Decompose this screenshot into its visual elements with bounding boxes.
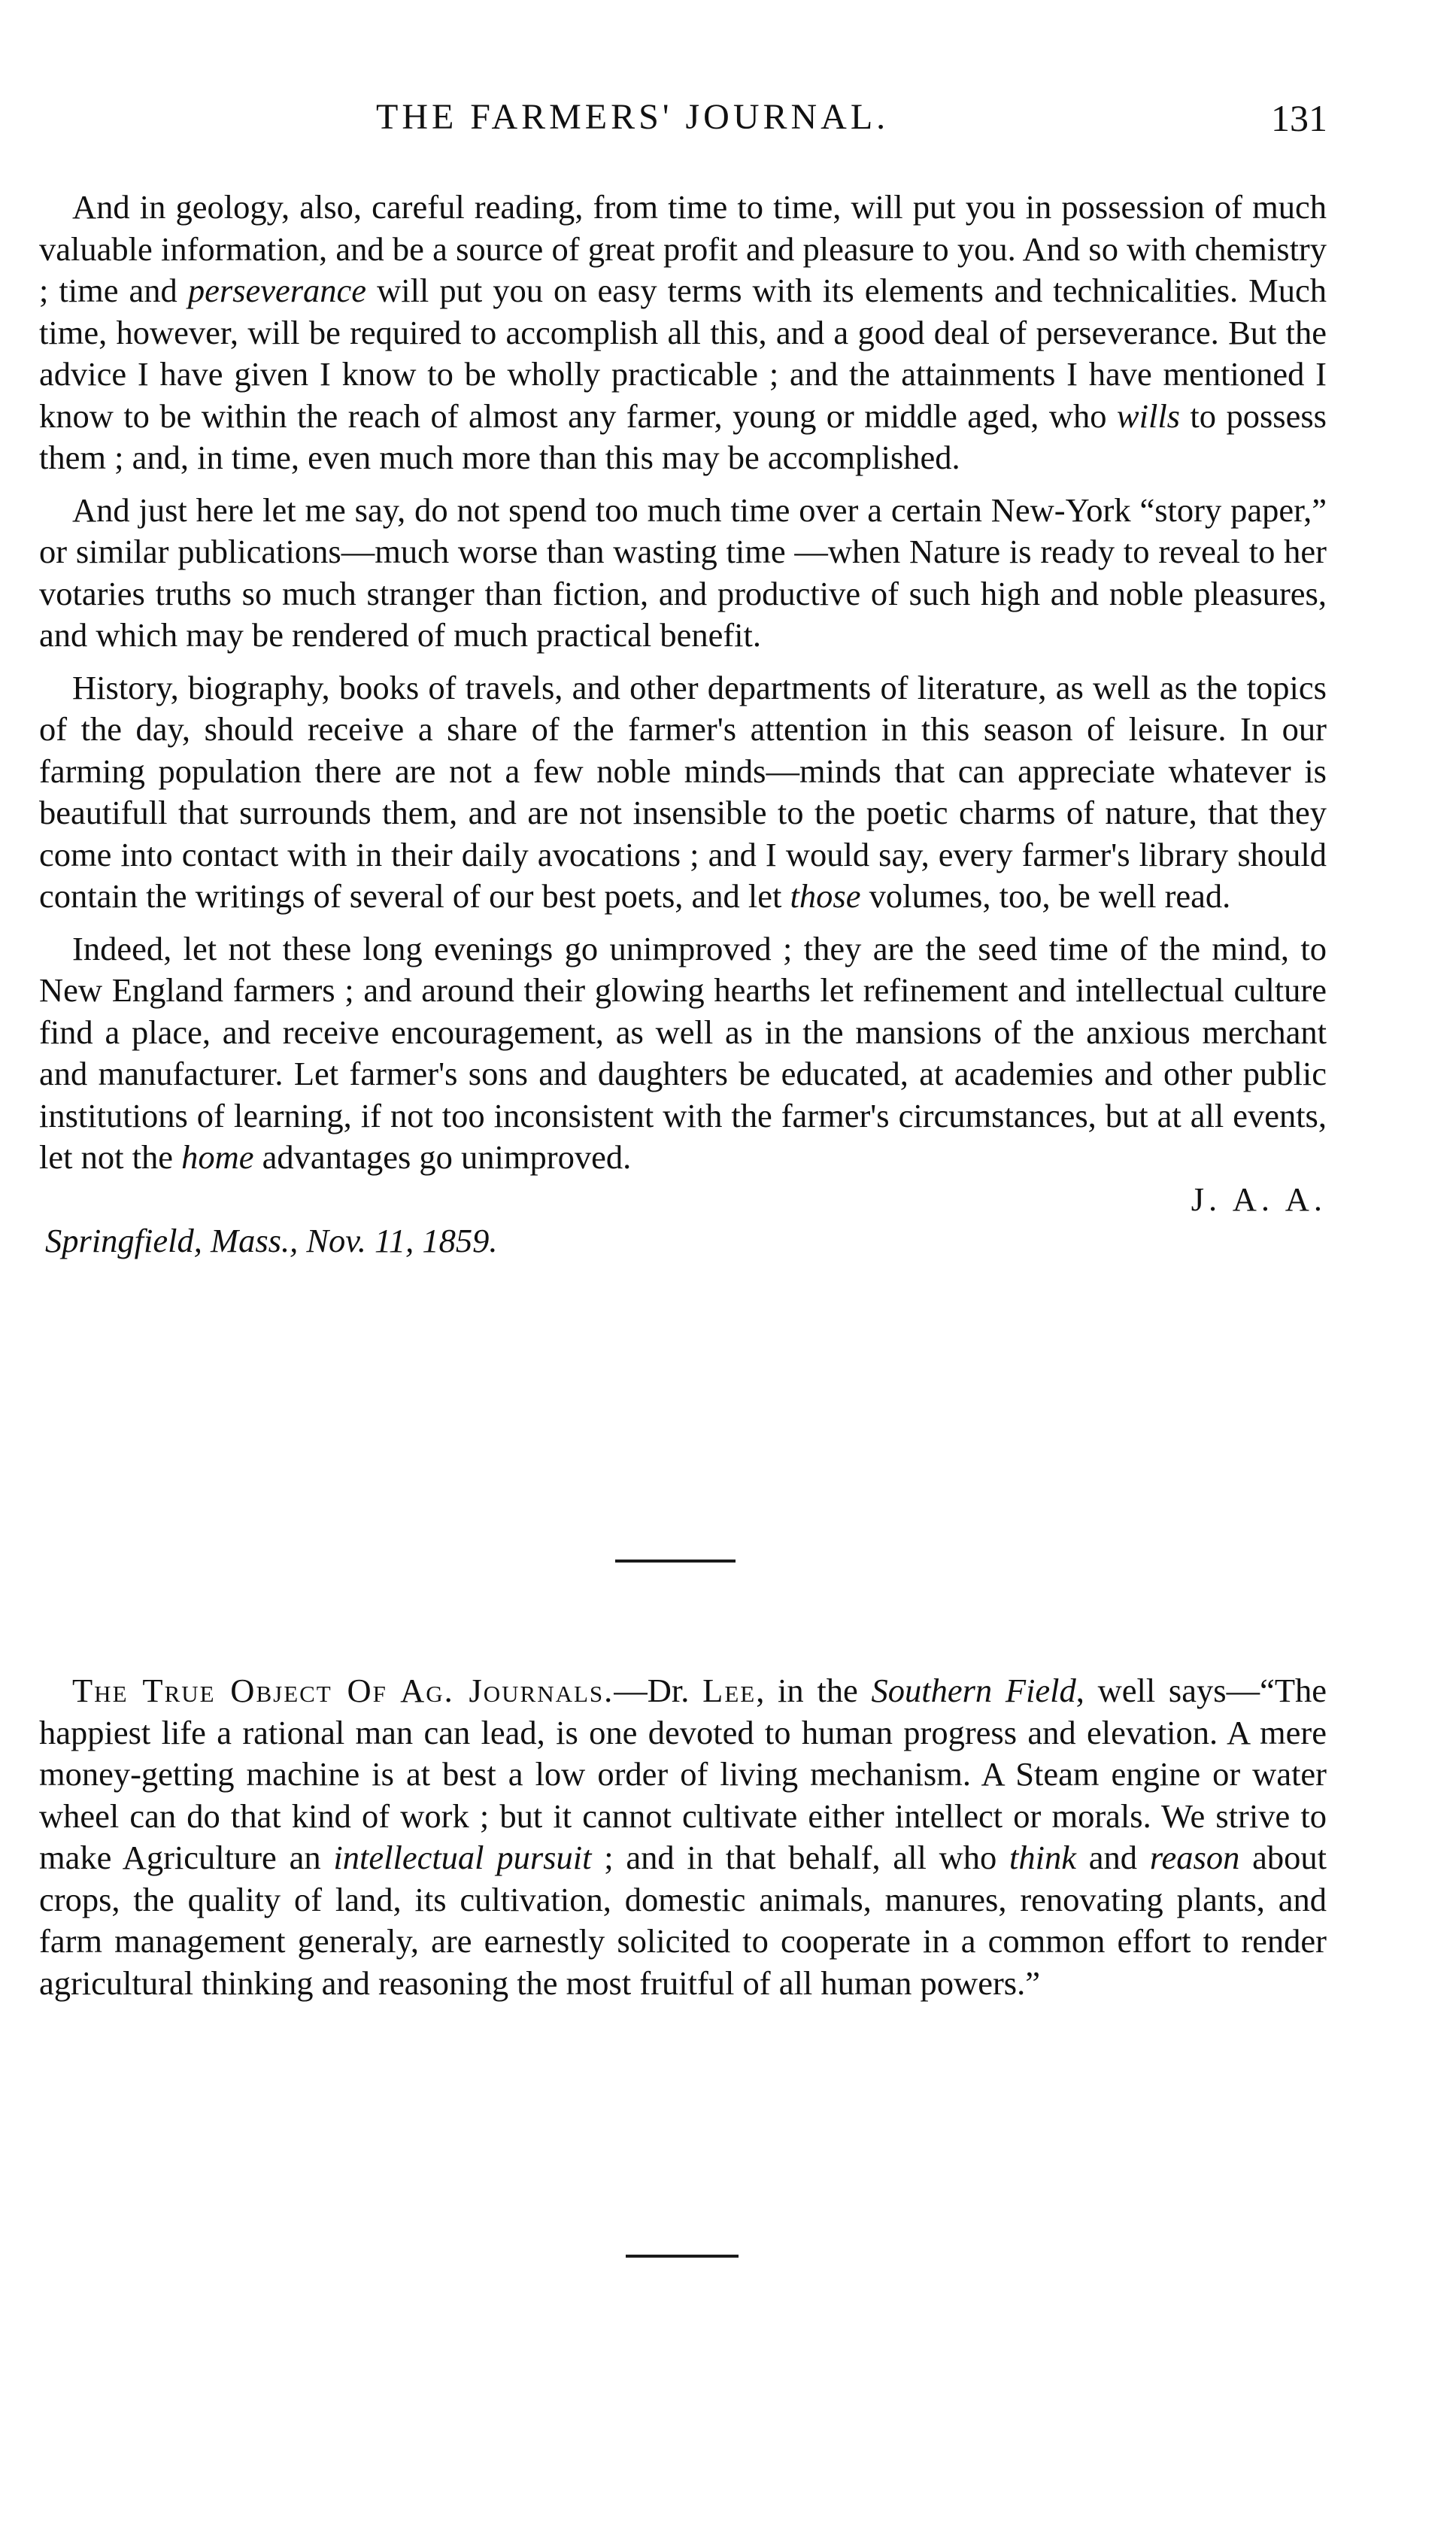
running-head	[0, 96, 1456, 149]
paragraph-text: to possess them ; and, in time, even much more than this may be accomplished.	[39, 396, 1327, 476]
notice-text: , well says—“The happiest life a rational man can lead, is one devoted to human progress and elevation. A mere money-getting machine is at best a low order of living mechanism. A Steam engine or water wheel can do that kind of work ; but it cannot cultivate either intellect or morals. We strive to make Agriculture an	[39, 1672, 1327, 1876]
paragraph-text: And just here let me say, do not spend too much time over a certain New-York “story paper,” or similar publications—much worse than wasting time —when Nature is ready to reveal to her votaries truths so much stranger than fiction, and productive of such high and noble pleasures, and which may be rendered of much practical benefit.	[39, 490, 1327, 654]
author-signature: J. A. A.	[1191, 1180, 1327, 1218]
article-continuation	[39, 187, 1327, 1262]
section-divider	[615, 1560, 736, 1563]
paragraph-geology	[39, 187, 1327, 479]
paragraph-evenings	[39, 928, 1327, 1179]
notice-text: and	[1076, 1839, 1150, 1876]
agricultural-journals-notice	[39, 1670, 1327, 2004]
emphasis-text: intellectual pursuit	[333, 1839, 592, 1876]
paragraph-text: volumes, too, be well read.	[860, 877, 1231, 915]
dateline: Springfield, Mass., Nov. 11, 1859.	[45, 1222, 498, 1259]
paragraph-literature	[39, 667, 1327, 918]
notice-text: —Dr.	[614, 1672, 703, 1709]
notice-heading: The True Object Of Ag. Journals.	[72, 1672, 614, 1709]
notice-text: about crops, the quality of land, its cultivation, domestic animals, manures, renovating plants, and farm management generaly, are earnestly solicited to cooperate in a common effort to render agricultural thinking and reasoning the most fruitful of all human powers.”	[39, 1839, 1327, 2002]
emphasis-text: wills	[1116, 396, 1180, 435]
paragraph-text: advantages go unimproved.	[253, 1138, 632, 1176]
emphasis-text: perseverance	[187, 272, 367, 309]
notice-text: ; and in that behalf, all who	[591, 1839, 1010, 1876]
paragraph-text: History, biography, books of travels, and other departments of literature, as well as the topics of the day, should receive a share of the farmer's attention in this season of leisure. In our farming population there are not a few noble minds—minds that can appreciate whatever is beautifull that surrounds them, and are not insensible to the poetic charms of nature, that they come into contact with in their daily avocations ; and I would say, every farmer's library should contain the writings of several of our best poets, and let	[39, 668, 1327, 915]
notice-paragraph	[39, 1670, 1327, 2004]
paragraph-text: Indeed, let not these long evenings go unimproved ; they are the seed time of the mind, to New England farmers ; and around their glowing hearths let refinement and intellectual culture find a place, and receive encouragement, as well as in the mansions of the anxious merchant and manufacturer. Let farmer's sons and daughters be educated, at academies and other public institutions of learning, if not too inconsistent with the farmer's circumstances, but at all events, let not the	[39, 929, 1327, 1176]
end-divider	[626, 2255, 739, 2258]
emphasis-text: home	[181, 1138, 254, 1176]
paragraph-story-paper	[39, 490, 1327, 657]
notice-text: , in the	[756, 1672, 872, 1709]
emphasis-text: reason	[1149, 1839, 1240, 1876]
emphasis-text: think	[1009, 1839, 1077, 1876]
emphasis-text: those	[790, 877, 861, 915]
notice-source: Southern Field	[871, 1672, 1076, 1709]
signoff-row	[39, 1179, 1327, 1221]
page-number: 131	[1271, 97, 1327, 139]
running-title: THE FARMERS' JOURNAL.	[376, 97, 890, 137]
notice-author: Lee	[702, 1672, 757, 1709]
paragraph-text: will put you on easy terms with its elements and technicalities. Much time, however, will be required to accomplish all this, and a good deal of perseverance. But the advice I have given I know to be wholly practicable ; and the attainments I have mentioned I know to be within the reach of almost any farmer, young or middle aged, who	[39, 272, 1327, 435]
paragraph-text: And in geology, also, careful reading, from time to time, will put you in possession of much valuable information, and be a source of great profit and pleasure to you. And so with chemistry ; time and	[39, 188, 1327, 309]
